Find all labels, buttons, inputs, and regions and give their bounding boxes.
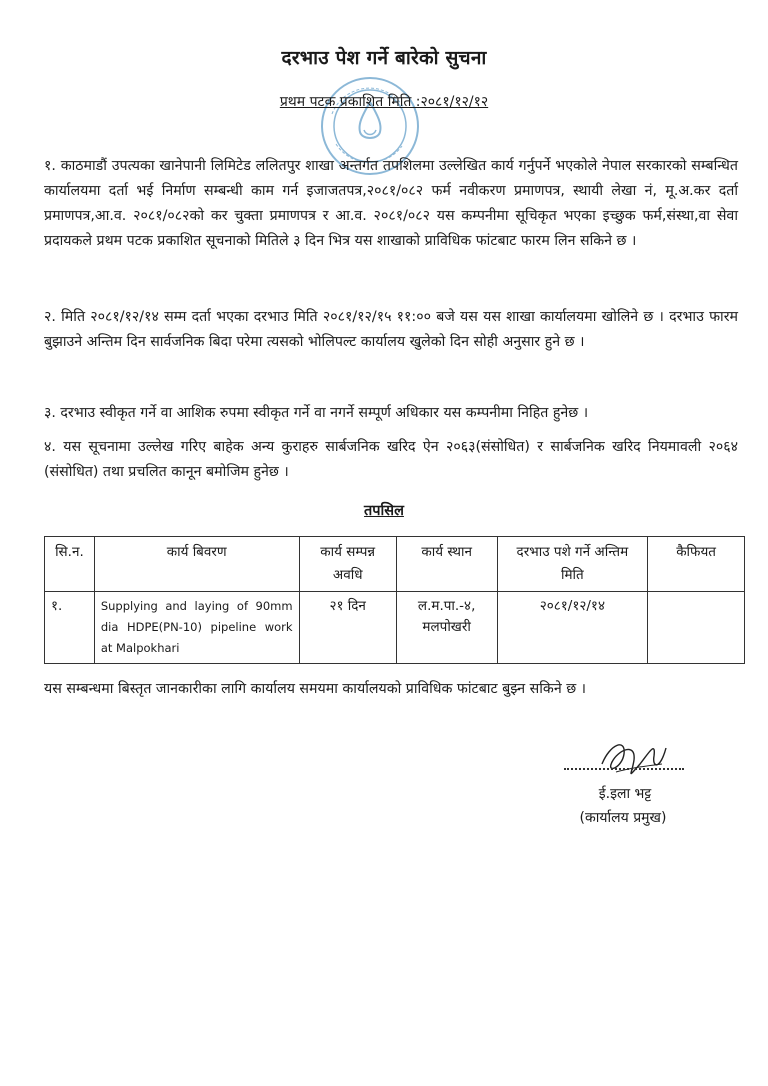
schedule-table — [44, 536, 745, 664]
cell-duration: २१ दिन — [299, 592, 396, 664]
cell-remarks — [648, 592, 745, 664]
header-completion-period: कार्य सम्पन्न अवधि — [299, 537, 396, 592]
notice-paragraph-4: ४. यस सूचनामा उल्लेख गरिए बाहेक अन्य कुराहरु सार्बजनिक खरिद ऐन २०६३(संसोधित) र सार्बजनिक खरिद नियमावली २०६४ (संसोधित) तथा प्रचलित कानून बमोजिम हुनेछ । — [44, 439, 738, 480]
cell-description: Supplying and laying of 90mm dia HDPE(PN-10) pipeline work at Malpokhari — [94, 592, 299, 664]
signatory-role: (कार्यालय प्रमुख) — [579, 810, 667, 826]
header-deadline: दरभाउ पशे गर्ने अन्तिम मिति — [497, 537, 648, 592]
notice-title: दरभाउ पेश गर्ने बारेको सुचना — [281, 47, 487, 69]
header-work-location: कार्य स्थान — [396, 537, 497, 592]
closing-note: यस सम्बन्धमा बिस्तृत जानकारीका लागि कार्यालय समयमा कार्यालयको प्राविधिक फांटबाट बुझ्न सकिने छ । — [44, 681, 587, 697]
first-published-date: प्रथम पटक प्रकाशित मिति :२०८१/१२/१२ — [279, 94, 489, 110]
signature-line — [564, 768, 684, 770]
notice-paragraph-1: १. काठमाडौं उपत्यका खानेपानी लिमिटेड ललितपुर शाखा अन्तर्गत तपशिलमा उल्लेखित कार्य गर्नुपर्ने भएकोले नेपाल सरकारको सम्बन्धित कार्यालयमा दर्ता भई निर्माण सम्बन्धी काम गर्न इजाजतपत्र,२०८१/०८२ फर्म नवीकरण प्रमाणपत्र, स्थायी लेखा नं, मू.अ.कर दर्ता प्रमाणपत्र,आ.व. २०८१/०८२को कर चुक्ता प्रमाणपत्र र आ.व. २०८१/०८२ यस कम्पनीमा सूचिकृत भएका इच्छुक फर्म,संस्था,वा सेवा प्रदायकले प्रथम पटक प्रकाशित सूचनाको मितिले ३ दिन भित्र यस शाखाको प्राविधिक फांटबाट फारम लिन सकिने छ । — [44, 158, 738, 249]
notice-paragraph-3: ३. दरभाउ स्वीकृत गर्ने वा आशिक रुपमा स्वीकृत गर्ने वा नगर्ने सम्पूर्ण अधिकार यस कम्पनीमा निहित हुनेछ । — [44, 405, 589, 421]
table-header-row — [45, 537, 745, 592]
cell-deadline: २०८१/१२/१४ — [497, 592, 648, 664]
header-work-description: कार्य बिवरण — [94, 537, 299, 592]
table-row — [45, 592, 745, 664]
cell-serial: १. — [45, 592, 95, 664]
cell-location: ल.म.पा.-४, मलपोखरी — [396, 592, 497, 664]
notice-paragraph-2: २. मिति २०८१/१२/१४ सम्म दर्ता भएका दरभाउ मिति २०८१/१२/१५ ११:०० बजे यस यस शाखा कार्यालयमा खोलिने छ । दरभाउ फारम बुझाउने अन्तिम दिन सार्वजनिक बिदा परेमा त्यसको भोलिपल्ट कार्यालय खुलेको दिन सोही अनुसार हुने छ । — [44, 309, 738, 350]
signatory-name: ई.इला भट्ट — [598, 786, 652, 802]
schedule-heading: तपसिल — [364, 503, 404, 519]
header-remarks: कैफियत — [648, 537, 745, 592]
handwritten-signature — [596, 734, 676, 788]
header-serial: सि.न. — [45, 537, 95, 592]
